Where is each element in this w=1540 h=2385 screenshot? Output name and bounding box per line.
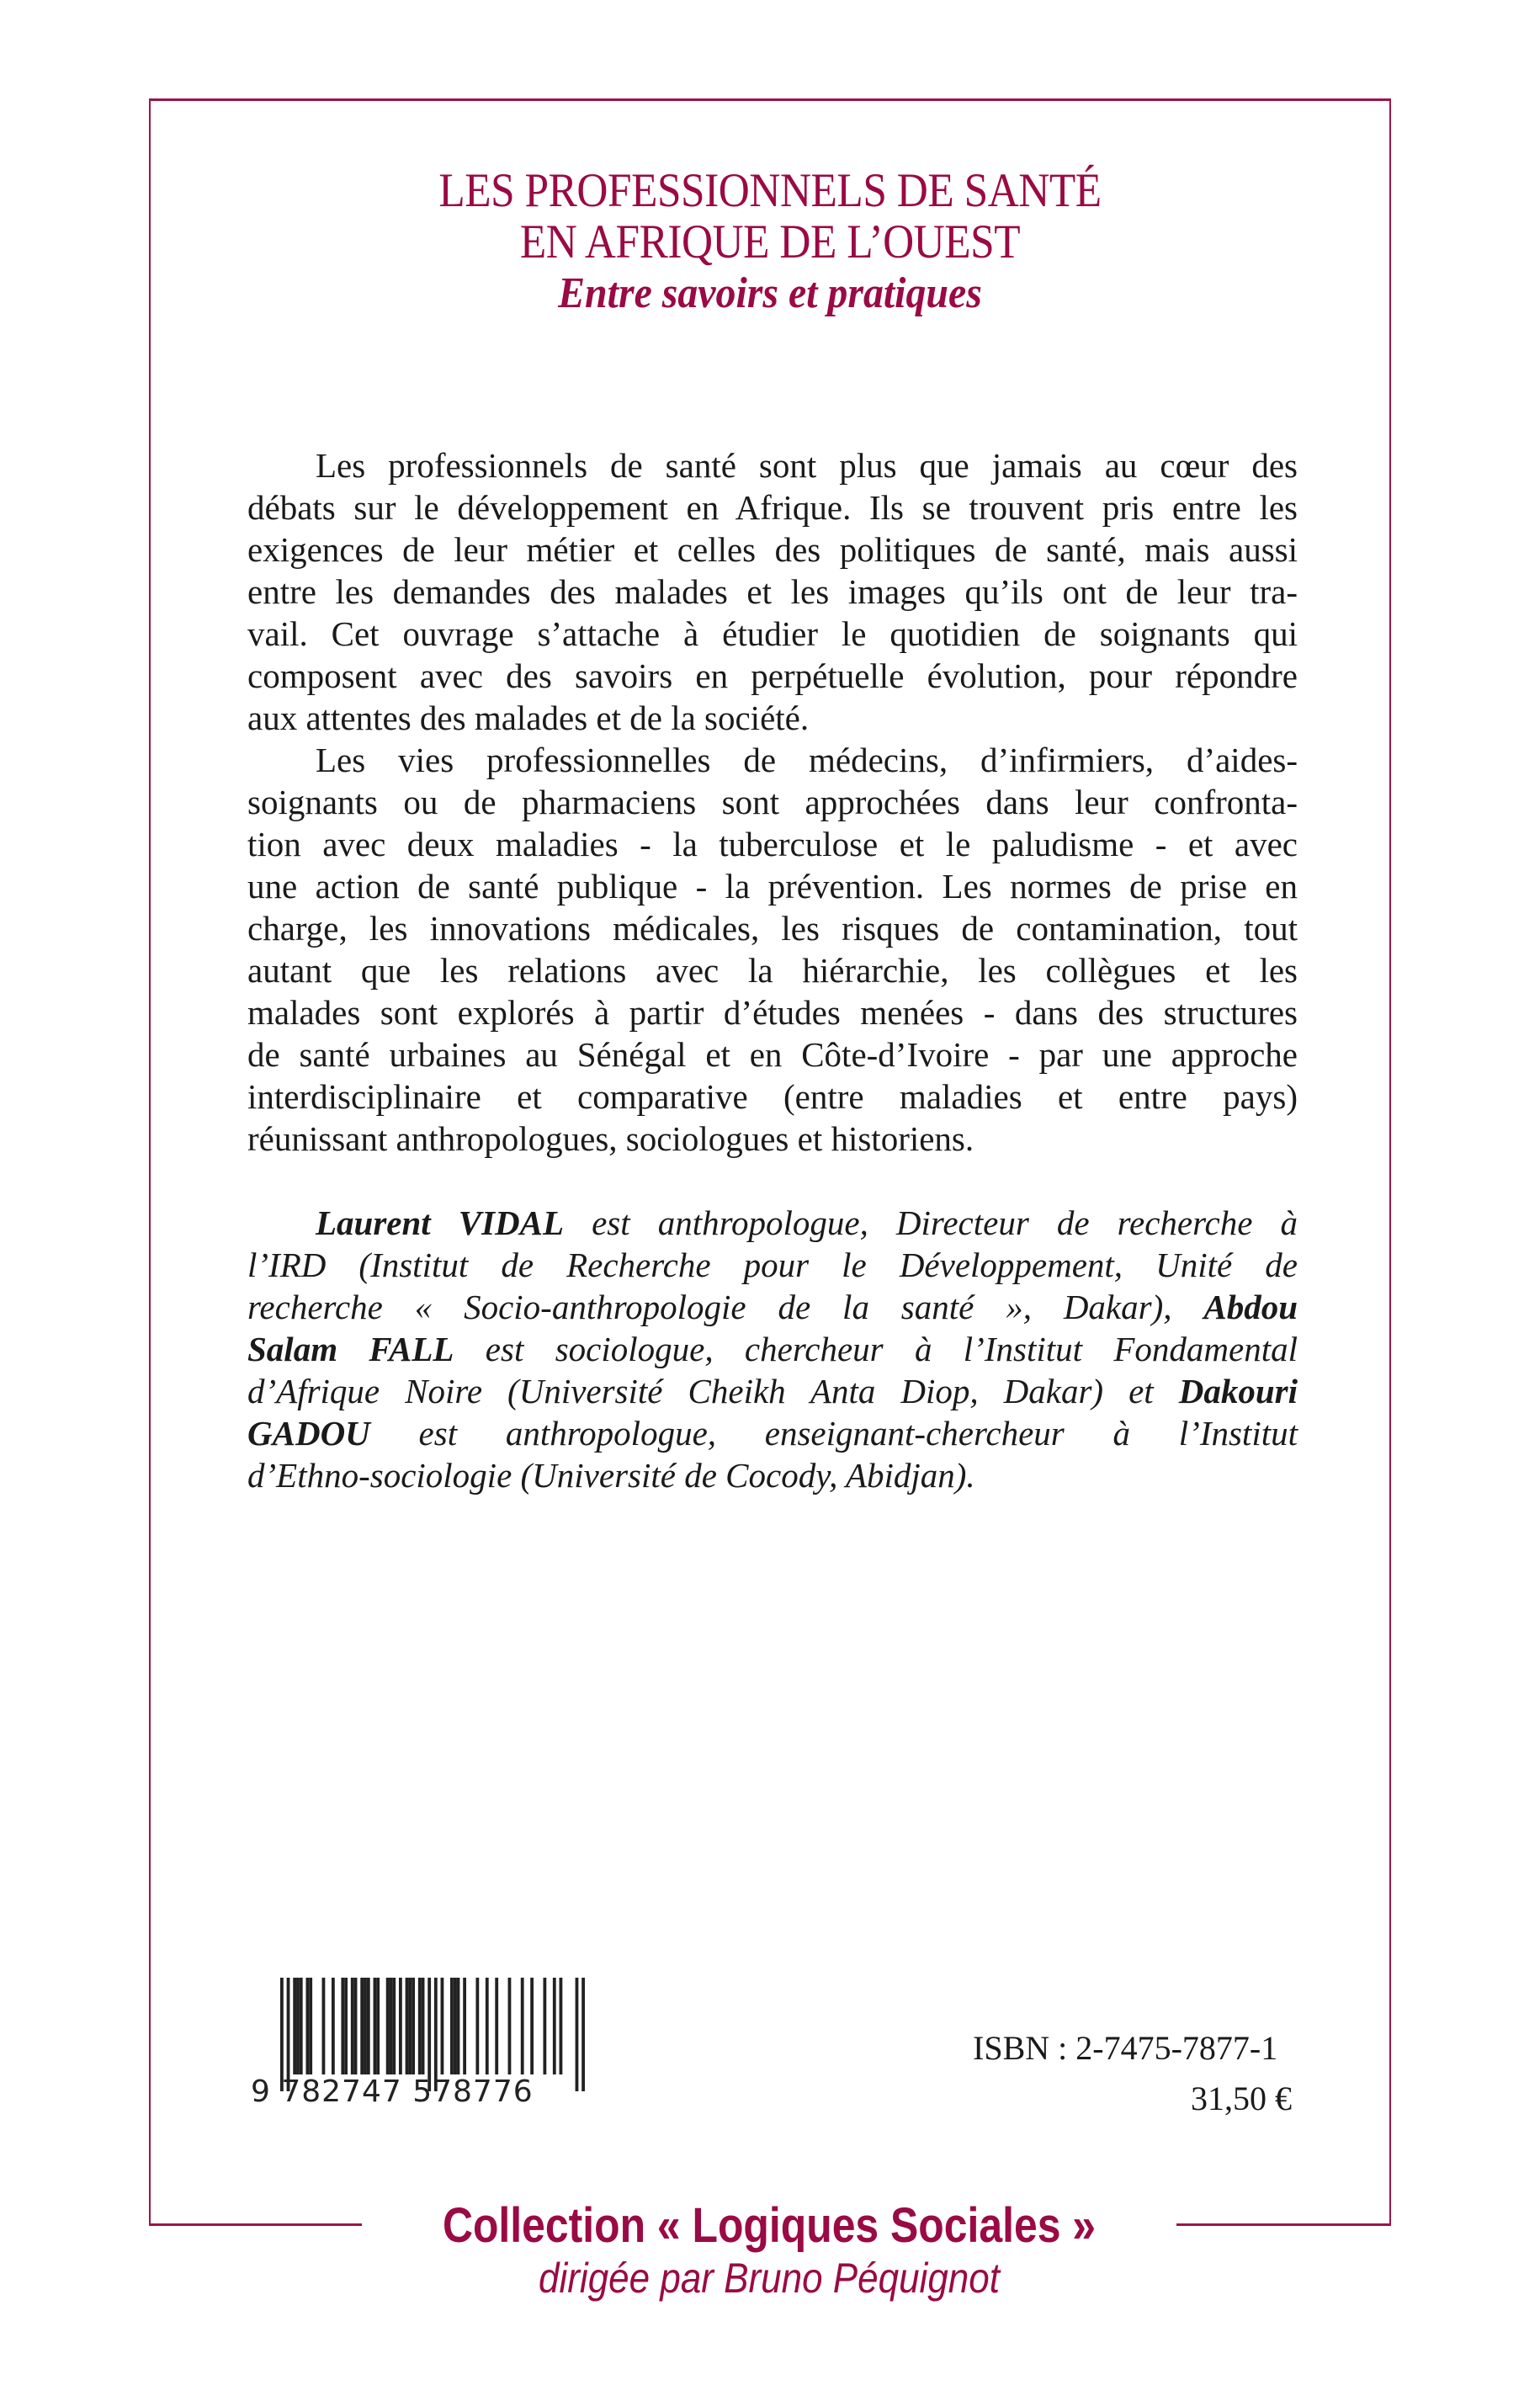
text-line: Les professionnels de santé sont plus que jamais au cœur des xyxy=(316,446,1298,485)
text-line: l’IRD (Institut de Recherche pour le Développement, Unité de xyxy=(247,1246,1298,1284)
text-line: de santé urbaines au Sénégal et en Côte-d’Ivoire - par une approche xyxy=(247,1035,1298,1074)
text-line: débats sur le développement en Afrique. Ils se trouvent pris entre les xyxy=(247,488,1298,527)
text-line: d’Afrique Noire (Université Cheikh Anta Diop, Dakar) et Dakouri xyxy=(247,1372,1298,1410)
text-line: soignants ou de pharmaciens sont approchées dans leur confronta- xyxy=(247,783,1298,821)
frame-border-left xyxy=(149,98,151,2225)
text-line: d’Ethno-sociologie (Université de Cocody, Abidjan). xyxy=(247,1456,975,1495)
price-label: 31,50 € xyxy=(1191,2080,1292,2117)
isbn-label: ISBN : 2-7475-7877-1 xyxy=(973,2029,1278,2067)
book-subtitle: Entre savoirs et pratiques xyxy=(558,269,982,317)
text-line: autant que les relations avec la hiérarchie, les collègues et les xyxy=(247,951,1298,990)
text-line: GADOU est anthropologue, enseignant-chercheur à l’Institut xyxy=(247,1414,1298,1453)
summary-paragraph-2 xyxy=(247,739,1298,1160)
collection-director: dirigée par Bruno Péquignot xyxy=(539,2255,1000,2302)
book-title-block xyxy=(151,165,1389,320)
frame-border-bottom-right xyxy=(1176,2223,1391,2226)
author-name: GADOU xyxy=(247,1414,370,1453)
text-line: charge, les innovations médicales, les risques de contamination, tout xyxy=(247,909,1298,948)
author-name: Dakouri xyxy=(1178,1372,1298,1410)
barcode-digits: 9 782747 578776 xyxy=(251,2074,534,2109)
text-line: malades sont explorés à partir d’études menées - dans des structures xyxy=(247,993,1298,1032)
author-name: Abdou xyxy=(1203,1288,1298,1326)
text-line: Salam FALL est sociologue, chercheur à l’Institut Fondamental xyxy=(247,1330,1298,1368)
author-name: Laurent VIDAL xyxy=(316,1203,565,1242)
collection-title: Collection « Logiques Sociales » xyxy=(442,2198,1097,2253)
frame-border-top xyxy=(149,98,1391,101)
text-line: exigences de leur métier et celles des politiques de santé, mais aussi xyxy=(247,530,1298,569)
author-name: Salam FALL xyxy=(247,1330,454,1368)
text-line: une action de santé publique - la prévention. Les normes de prise en xyxy=(247,867,1298,906)
frame-border-right xyxy=(1389,98,1391,2225)
book-title-line-1: LES PROFESSIONNELS DE SANTÉ xyxy=(438,164,1102,217)
summary-paragraph-1 xyxy=(247,444,1298,739)
book-title-line-2: EN AFRIQUE DE L’OUEST xyxy=(519,215,1021,268)
text-line: entre les demandes des malades et les images qu’ils ont de leur tra- xyxy=(247,572,1298,611)
frame-border-bottom-left xyxy=(149,2223,362,2226)
text-line: interdisciplinaire et comparative (entre maladies et entre pays) xyxy=(247,1077,1298,1116)
text-line: tion avec deux maladies - la tuberculose et le paludisme - et avec xyxy=(247,825,1298,863)
text-line: recherche « Socio-anthropologie de la santé », Dakar), Abdou xyxy=(247,1288,1298,1326)
text-line: aux attentes des malades et de la société. xyxy=(247,699,810,737)
text-line: vail. Cet ouvrage s’attache à étudier le quotidien de soignants qui xyxy=(247,614,1298,653)
authors-bio-paragraph xyxy=(247,1202,1298,1496)
text-line: réunissant anthropologues, sociologues et historiens. xyxy=(247,1119,974,1158)
text-line: Laurent VIDAL est anthropologue, Directeur de recherche à xyxy=(316,1203,1298,1242)
text-line: Les vies professionnelles de médecins, d’infirmiers, d’aides- xyxy=(316,741,1298,779)
text-line: composent avec des savoirs en perpétuelle évolution, pour répondre xyxy=(247,656,1298,695)
